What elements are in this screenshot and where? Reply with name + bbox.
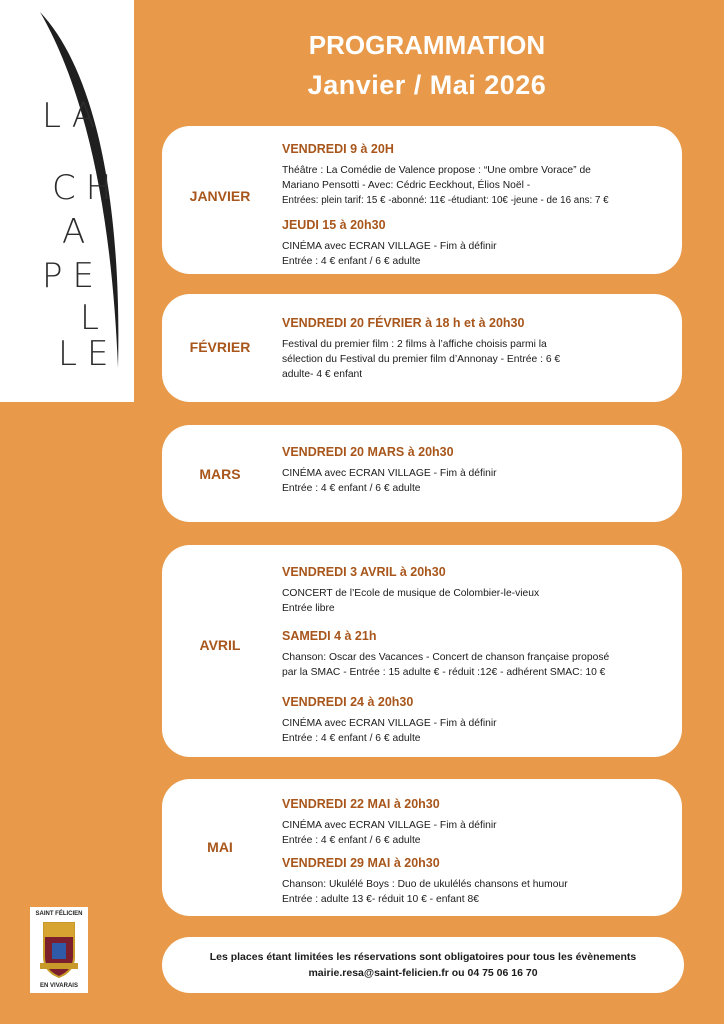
event [282,445,672,496]
month-label: JANVIER [189,188,251,204]
event-line: Mariano Pensotti - Avec: Cédric Eeckhout, Élios Noël - [282,180,531,191]
event-line: Entrées: plein tarif: 15 € -abonné: 11€ -étudiant: 10€ -jeune - de 16 ans: 7 € [282,195,609,206]
month-card-fevrier [162,294,682,402]
event [282,856,672,907]
month-card-avril [162,545,682,757]
month-card-mai [162,779,682,916]
event-line: CINÉMA avec ECRAN VILLAGE - Fim à définir [282,241,497,252]
page-subtitle: Janvier / Mai 2026 [307,70,547,100]
event-line: Entrée : 4 € enfant / 6 € adulte [282,733,421,744]
event-line: Entrée : 4 € enfant / 6 € adulte [282,483,421,494]
reservation-contact[interactable]: mairie.resa@saint-felicien.fr ou 04 75 06 16 70 [308,967,538,979]
logo-line: L [80,298,109,338]
month-card-janvier [162,126,682,274]
crest-shield-icon [30,907,88,993]
event-line: par la SMAC - Entrée : 15 adulte € - réduit :12€ - adhérent SMAC: 10 € [282,667,606,678]
logo-panel [0,0,134,402]
event-line: Entrée : adulte 13 €- réduit 10 € - enfant 8€ [282,894,479,905]
event [282,142,672,208]
logo-wordmark [0,0,134,402]
event-title: SAMEDI 4 à 21h [282,629,377,643]
month-label: MAI [207,839,233,855]
crest-bottom-text: EN VIVARAIS [40,983,78,989]
event-line: CINÉMA avec ECRAN VILLAGE - Fim à définir [282,718,497,729]
page-title: PROGRAMMATION [308,30,546,60]
event [282,316,672,382]
event-line: Entrée : 4 € enfant / 6 € adulte [282,835,421,846]
logo-line: A [62,212,96,252]
event [282,629,672,680]
event [282,695,672,746]
logo-line: LE [58,334,119,374]
event-title: VENDREDI 3 AVRIL à 20h30 [282,565,446,579]
event-title: VENDREDI 24 à 20h30 [282,695,414,709]
event-line: adulte- 4 € enfant [282,369,363,380]
month-label: FÉVRIER [189,339,251,355]
event-line: Festival du premier film : 2 films à l’affiche choisis parmi la [282,339,547,350]
month-label: MARS [199,466,241,482]
month-card-mars [162,425,682,522]
event-title: JEUDI 15 à 20h30 [282,218,386,232]
event-title: VENDREDI 29 MAI à 20h30 [282,856,440,870]
event-line: Chanson: Oscar des Vacances - Concert de chanson française proposé [282,652,610,663]
event-line: CINÉMA avec ECRAN VILLAGE - Fim à définir [282,468,497,479]
event-line: sélection du Festival du premier film d’Annonay - Entrée : 6 € [282,354,561,365]
logo-line: CH [52,168,122,208]
event-title: VENDREDI 20 MARS à 20h30 [282,445,454,459]
town-crest [30,907,88,993]
month-label: AVRIL [199,637,241,653]
event [282,218,672,269]
event-line: Entrée libre [282,603,335,614]
event-line: CINÉMA avec ECRAN VILLAGE - Fim à définir [282,820,497,831]
logo-line: PE [42,256,104,296]
event-line: Entrée : 4 € enfant / 6 € adulte [282,256,421,267]
logo-line: LA [42,96,105,136]
event-line: CONCERT de l’Ecole de musique de Colombier-le-vieux [282,588,540,599]
event-title: VENDREDI 20 FÉVRIER à 18 h et à 20h30 [282,316,525,330]
event-line: Théâtre : La Comédie de Valence propose : “Une ombre Vorace” de [282,165,591,176]
event [282,797,672,848]
event-title: VENDREDI 22 MAI à 20h30 [282,797,440,811]
reservation-footer [162,937,684,993]
event-line: Chanson: Ukulélé Boys : Duo de ukulélés chansons et humour [282,879,568,890]
reservation-notice: Les places étant limitées les réservations sont obligatoires pour tous les évènements [209,951,637,963]
event-title: VENDREDI 9 à 20H [282,142,394,156]
event [282,565,672,616]
crest-top-text: SAINT FÉLICIEN [35,911,83,917]
